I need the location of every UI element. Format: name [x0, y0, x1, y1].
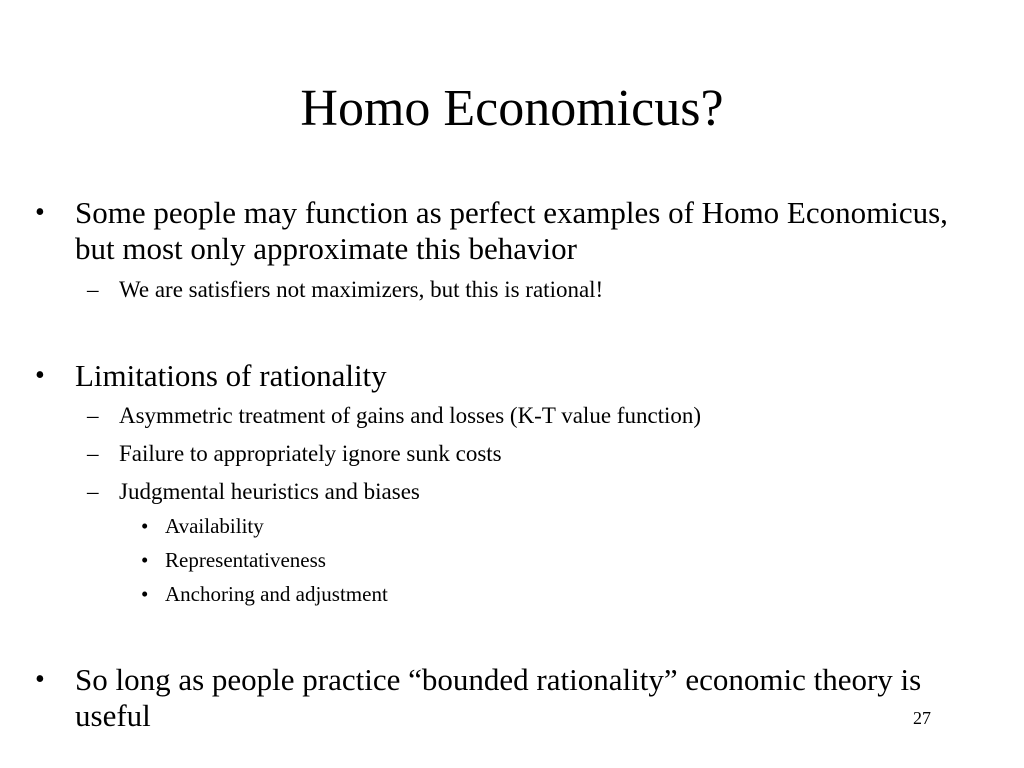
sub-sub-bullet-text: Representativeness — [165, 548, 326, 572]
sub-bullet-text: Failure to appropriately ignore sunk costs — [119, 441, 502, 466]
sub-bullet-text: We are satisfiers not maximizers, but this is rational! — [119, 277, 604, 302]
slide-title: Homo Economicus? — [300, 80, 724, 137]
bullet-item — [35, 358, 985, 394]
bullet-icon: • — [35, 197, 45, 228]
bullet-icon: • — [141, 514, 149, 538]
sub-sub-bullet-item — [141, 546, 965, 574]
sub-sub-bullet-text: Availability — [165, 514, 264, 538]
sub-sub-bullet-text: Anchoring and adjustment — [165, 582, 388, 606]
dash-icon: – — [87, 403, 99, 428]
sub-bullet-item — [87, 401, 979, 431]
sub-bullet-item — [87, 439, 979, 469]
sub-bullet-text: Asymmetric treatment of gains and losses (K-T value function) — [119, 403, 702, 428]
bullet-icon: • — [35, 360, 45, 391]
sub-bullet-item — [87, 275, 979, 305]
sub-bullet-text: Judgmental heuristics and biases — [119, 479, 420, 504]
dash-icon: – — [87, 277, 99, 302]
bullet-icon: • — [141, 582, 149, 606]
dash-icon: – — [87, 479, 99, 504]
bullet-item — [35, 662, 985, 734]
bullet-text: So long as people practice “bounded rationality” economic theory is useful — [75, 662, 922, 733]
bullet-icon: • — [141, 548, 149, 572]
sub-sub-bullet-item — [141, 580, 965, 608]
bullet-text: Limitations of rationality — [75, 358, 387, 393]
bullet-text: Some people may function as perfect examples of Homo Economicus, but most only approximate this behavior — [75, 195, 948, 266]
bullet-item — [35, 195, 985, 267]
page-number: 27 — [913, 708, 931, 728]
bullet-icon: • — [35, 664, 45, 695]
sub-bullet-item — [87, 477, 979, 507]
dash-icon: – — [87, 441, 99, 466]
sub-sub-bullet-item — [141, 512, 965, 540]
